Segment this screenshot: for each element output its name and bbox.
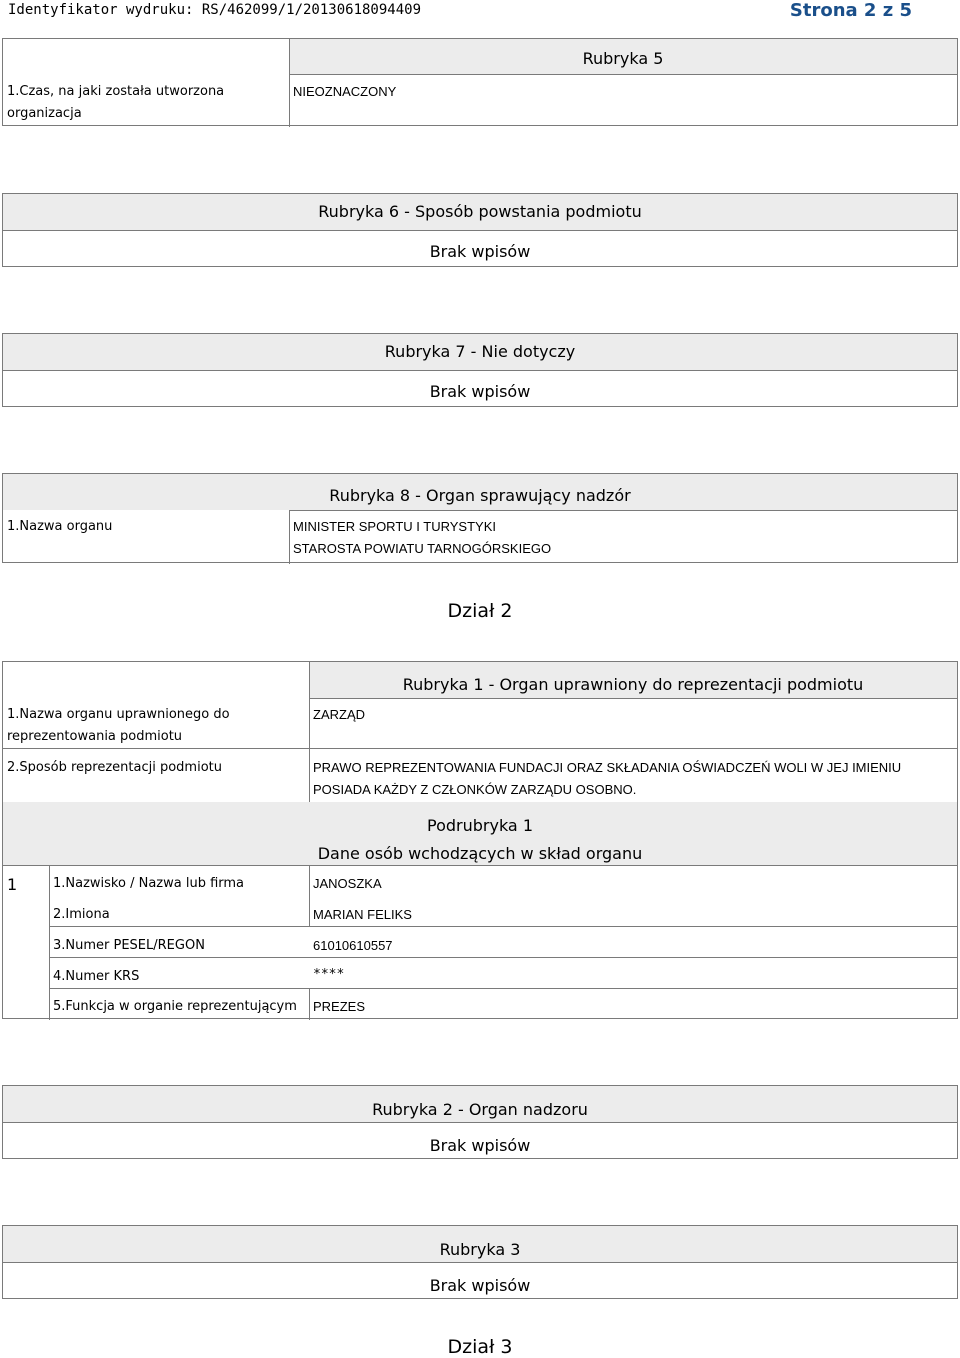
d2-rubryka-2-title: Rubryka 2 - Organ nadzoru [3,1086,957,1122]
page-number: Strona 2 z 5 [789,0,912,21]
podrubryka-title: Podrubryka 1 [427,816,533,835]
person-field-value: **** [313,967,345,982]
print-identifier: Identyfikator wydruku: RS/462099/1/20130618094409 [8,2,422,18]
rubryka-6-empty: Brak wpisów [429,242,531,261]
d2-rubryka-1-title: Rubryka 1 - Organ uprawniony do reprezentacji podmiotu [309,662,957,698]
rubryka-5-title: Rubryka 5 [289,39,957,74]
rubryka-5-label: 1.Czas, na jaki została utworzona organizacja [7,84,225,121]
rubryka-8-section [2,473,958,563]
rubryka-6-title: Rubryka 6 - Sposób powstania podmiotu [3,194,957,230]
d2-r1-value-2a: PRAWO REPREZENTOWANIA FUNDACJI ORAZ SKŁADANIA OŚWIADCZEŃ WOLI W JEJ IMIENIU [313,760,902,775]
person-index: 1 [7,875,18,894]
rubryka-8-label: 1.Nazwa organu [7,519,113,534]
person-field-label: 5.Funkcja w organie reprezentującym [53,999,297,1014]
rubryka-6-section [2,193,958,267]
rubryka-8-value-2: STAROSTA POWIATU TARNOGÓRSKIEGO [293,541,552,556]
dzial-3-heading: Dział 3 [447,1336,513,1358]
dzial-2-rubryka-3-section [2,1225,958,1299]
person-field-value: PREZES [313,999,366,1014]
d2-r1-label-1: 1.Nazwa organu uprawnionego do reprezentowania podmiotu [7,707,230,744]
rubryka-5-section [2,38,958,126]
d2-r1-value-2b: POSIADA KAŻDY Z CZŁONKÓW ZARZĄDU OSOBNO. [313,782,637,797]
d2-rubryka-3-empty: Brak wpisów [429,1276,531,1295]
d2-rubryka-2-empty: Brak wpisów [429,1136,531,1155]
rubryka-8-title: Rubryka 8 - Organ sprawujący nadzór [3,474,957,510]
dzial-2-rubryka-2-section [2,1085,958,1159]
dzial-2-rubryka-1-section [2,661,958,1019]
d2-r1-value-1: ZARZĄD [313,707,365,722]
person-field-label: 2.Imiona [53,907,110,922]
rubryka-7-empty: Brak wpisów [429,382,531,401]
rubryka-7-section [2,333,958,407]
person-field-label: 4.Numer KRS [53,969,140,984]
person-field-label: 3.Numer PESEL/REGON [53,938,205,953]
d2-r1-label-2: 2.Sposób reprezentacji podmiotu [7,760,222,775]
d2-rubryka-3-title: Rubryka 3 [3,1226,957,1262]
person-field-value: 61010610557 [313,938,393,953]
podrubryka-subtitle: Dane osób wchodzących w skład organu [317,844,643,863]
person-field-label: 1.Nazwisko / Nazwa lub firma [53,876,245,891]
person-field-value: JANOSZKA [313,876,382,891]
rubryka-7-title: Rubryka 7 - Nie dotyczy [3,334,957,370]
rubryka-5-value: NIEOZNACZONY [293,84,397,99]
rubryka-8-value-1: MINISTER SPORTU I TURYSTYKI [293,519,496,534]
person-field-value: MARIAN FELIKS [313,907,412,922]
dzial-2-heading: Dział 2 [447,600,513,622]
